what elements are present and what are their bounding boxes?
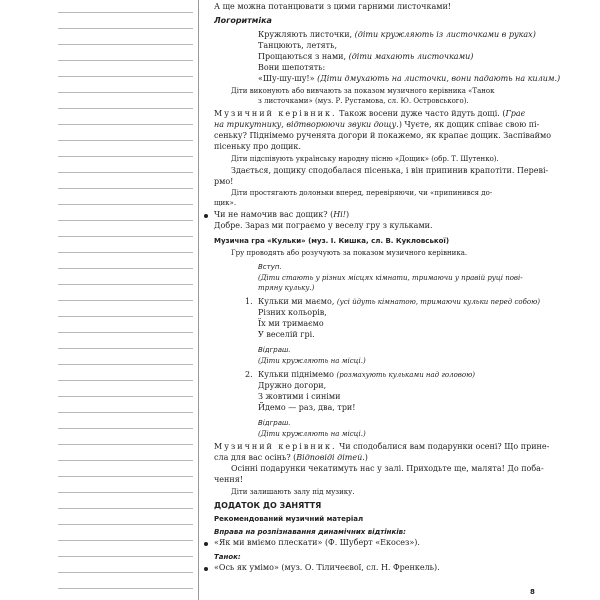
song-line: Кульки ми маємо, (усі йдуть кімнатою, тримаючи кульки перед собою) <box>258 297 540 306</box>
text-line: пісеньку про дощик. <box>214 142 301 151</box>
appendix-heading: ДОДАТОК ДО ЗАНЯТТЯ <box>214 501 322 510</box>
instruction-line: Діти залишають залу під музику. <box>231 488 355 496</box>
bullet <box>204 214 208 218</box>
instruction-line: Діти підспівують українську народну пісню «Дощик» (обр. Т. Шутенко). <box>231 155 499 163</box>
poem-line: Кружляють листочки, (діти кружляють із листочками в руках) <box>258 30 536 39</box>
recommended-heading: Рекомендований музичний матеріал <box>214 515 364 523</box>
song-line: З жовтими і синіми <box>258 392 341 401</box>
text-line: Чи не намочив вас дощик? (Ні!) <box>214 210 350 219</box>
poem-line: Прощаються з нами, (діти махають листочками) <box>258 52 474 61</box>
game-title: Музична гра «Кульки» (муз. І. Кишка, сл. В. Кукловської) <box>214 237 450 245</box>
page-number: 8 <box>530 588 535 596</box>
song-line: Йдемо — раз, два, три! <box>258 403 356 412</box>
poem-line: «Шу-шу-шу!» (Діти дмухають на листочки, вони падають на килим.) <box>258 74 561 83</box>
song-line: У веселій грі. <box>258 330 315 339</box>
text-line: Добре. Зараз ми пограємо у веселу гру з кульками. <box>214 221 433 230</box>
verse-number: 1. <box>245 297 253 306</box>
instruction-line: Діти виконують або вивчають за показом музичного керівника «Танок <box>231 87 495 95</box>
stage-direction: (Діти стають у різних місцях кімнати, тримаючи у правій руці пові- <box>258 274 523 282</box>
list-item: «Ось як умімо» (муз. О. Тіличеєвої, сл. Н. Френкель). <box>214 563 440 572</box>
text-line: рмо! <box>214 177 234 186</box>
instruction-line: щик». <box>214 199 237 207</box>
stage-direction: (Діти кружляють на місці.) <box>258 357 366 365</box>
exercise-heading: Вправа на розпізнавання динамічних відтінків: <box>214 528 406 536</box>
instruction-line: з листочками» (муз. Р. Рустамова, сл. Ю. Островського). <box>258 97 469 105</box>
text-line: сеньку? Піднімемо рученята догори й покажемо, як крапає дощик. Заспіваймо <box>214 131 552 140</box>
text-line: чення! <box>214 475 243 484</box>
poem-line: Танцюють, летять, <box>258 41 337 50</box>
section-heading: Логоритміка <box>214 16 272 25</box>
song-line: Дружно догори, <box>258 381 327 390</box>
bullet <box>204 542 208 546</box>
verse-number: 2. <box>245 370 253 379</box>
poem-line: Вони шепотять: <box>258 63 326 72</box>
vidrash-label: Відграш. <box>258 346 291 354</box>
list-item: «Як ми вміємо плескати» (Ф. Шуберт «Екосез»). <box>214 538 420 547</box>
song-line: Їх ми тримаємо <box>258 319 324 328</box>
text-line: Осінні подарунки чекатимуть нас у залі. Приходьте ще, малята! До поба- <box>231 464 544 473</box>
text-line: на трикутнику, відтворюючи звуки дощу.) Чуєте, як дощик співає свою пі- <box>214 120 540 129</box>
text-line: Музичний керівник. Також восени дуже часто йдуть дощі. (Грає <box>214 109 526 118</box>
stage-direction: (Діти кружляють на місці.) <box>258 430 366 438</box>
song-line: Кульки піднімемо (розмахують кульками над головою) <box>258 370 475 379</box>
bullet <box>204 567 208 571</box>
text-line: А ще можна потанцювати з цими гарними листочками! <box>214 2 452 11</box>
stage-direction: тряну кульку.) <box>258 284 315 292</box>
vstup-label: Вступ. <box>258 263 282 271</box>
text-line: Музичний керівник. Чи сподобалися вам подарунки осені? Що прине- <box>214 442 550 451</box>
song-line: Різних кольорів, <box>258 308 327 317</box>
text-line: сла для вас осінь? (Відповіді дітей.) <box>214 453 368 462</box>
vidrash-label: Відграш. <box>258 419 291 427</box>
text-line: Здається, дощику сподобалася пісенька, і він припинив крапотіти. Переві- <box>231 166 549 175</box>
instruction-line: Гру проводять або розучують за показом музичного керівника. <box>231 249 468 257</box>
dance-heading: Танок: <box>214 553 241 561</box>
instruction-line: Діти простягають долоньки вперед, перевіряючи, чи «припинився до- <box>231 189 493 197</box>
